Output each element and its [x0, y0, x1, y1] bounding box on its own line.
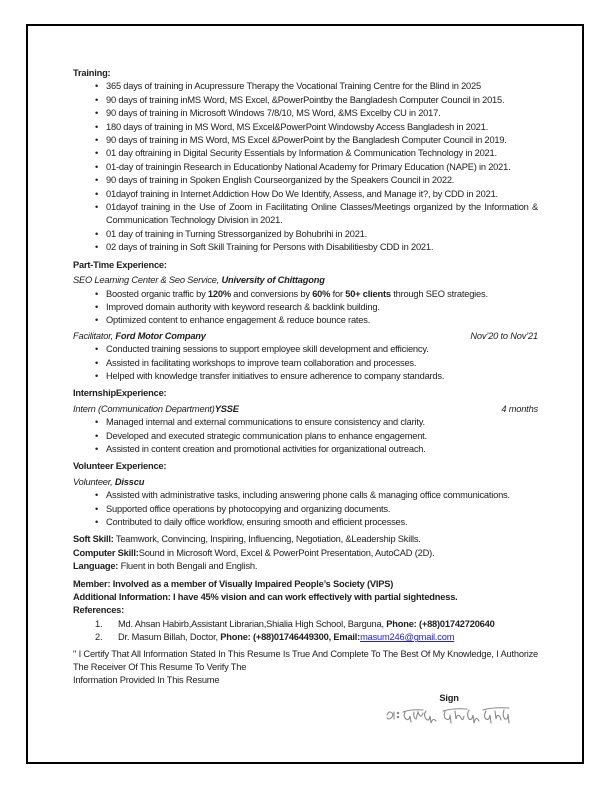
reference-number: 1. — [95, 618, 103, 629]
language-text: Fluent in both Bengali and English. — [118, 561, 258, 572]
section-heading-volunteer: Volunteer Experience: — [73, 461, 167, 472]
job-role-company — [73, 403, 239, 416]
reference-item — [73, 631, 538, 644]
resume-content — [73, 67, 538, 728]
job-role-company — [73, 274, 325, 287]
additional-info-line: Additional Information: I have 45% vision and can work effectively with partial sightedness. — [73, 592, 458, 603]
training-bullet: • 01 day oftraining in Digital Security Essentials by Information & Communication Technology in 2021. — [95, 147, 538, 160]
job-bullet: • Improved domain authority with keyword research & backlink building. — [95, 301, 538, 314]
job-bullet-list — [73, 288, 538, 328]
job-bullet: • Helped with knowledge transfer initiatives to ensure adherence to company standards. — [95, 370, 538, 383]
reference-text: Dr. Masum Billah, Doctor, Phone: (+88)01746449300, Email:masum246@gmail.com — [118, 632, 455, 643]
job-role-company — [73, 476, 144, 489]
training-bullet: • 02 days of training in Soft Skill Training for Persons with Disabilitiesby CDD in 2021. — [95, 241, 538, 254]
job-bullet: • Assisted in content creation and promotional activities for organizational outreach. — [95, 443, 538, 456]
soft-skill-text: Teamwork, Convincing, Inspiring, Influencing, Negotiation, &Leadership Skills. — [113, 534, 421, 545]
job-company: Disscu — [114, 476, 145, 487]
section-heading-training: Training: — [73, 68, 111, 78]
job-bullet: • Conducted training sessions to support employee skill development and efficiency. — [95, 343, 538, 356]
certification-statement-continued: Information Provided In This Resume — [73, 675, 220, 686]
computer-skill-label: Computer Skill: — [73, 547, 139, 558]
training-bullet: • 365 days of training in Acupressure Therapy the Vocational Training Centre for the Blind in 2025 — [95, 80, 538, 93]
job-bullet-list — [73, 343, 538, 383]
job-bullet-list — [73, 489, 538, 529]
job-bullet: • Supported office operations by photocopying and organizing documents. — [95, 503, 538, 516]
job-title-line — [73, 330, 538, 343]
job-role: Intern (Communication Department) — [73, 403, 215, 414]
training-bullet: • 90 days of training in Spoken English Courseorganized by the Speakers Council in 2022. — [95, 174, 538, 187]
soft-skill-line — [73, 533, 538, 546]
reference-text: Md. Ahsan Habirb,Assistant Librarian,Shialia High School, Barguna, Phone: (+88)01742720640 — [118, 618, 495, 629]
section-heading-references: References: — [73, 605, 125, 616]
training-bullet: • 01dayof training in Internet Addiction How Do We Identify, Assess, and Manage it?, by CDD in 2021. — [95, 188, 538, 201]
job-title-line — [73, 274, 538, 287]
training-bullet: • 90 days of training in Microsoft Windows 7/8/10, MS Word, &MS Excelby CU in 2017. — [95, 107, 538, 120]
job-role: SEO Learning Center & Seo Service, — [73, 275, 222, 286]
reference-number: 2. — [95, 632, 103, 643]
language-label: Language: — [73, 561, 119, 572]
training-bullet: • 01 day of training in Turning Stressorganized by Bohubrihi in 2021. — [95, 228, 538, 241]
job-title-line — [73, 476, 538, 489]
job-date: 4 months — [501, 403, 538, 414]
training-bullet: • 01dayof training in the Use of Zoom in Facilitating Online Classes/Meetings organized by the Information & Communication Technology Division in 2021. — [95, 201, 538, 228]
soft-skill-label: Soft Skill: — [73, 534, 114, 545]
language-line — [73, 560, 538, 573]
training-bullet: • 90 days of training inMS Word, MS Excel, &PowerPointby the Bangladesh Computer Council in 2015. — [95, 94, 538, 107]
job-role: Facilitator, — [73, 330, 116, 341]
member-line: Member: Involved as a member of Visually Impaired People’s Society (VIPS) — [73, 578, 394, 589]
training-bullet-list — [73, 80, 538, 254]
email-link[interactable]: masum246@gmail.com — [360, 632, 455, 643]
job-bullet-list — [73, 416, 538, 456]
sign-block — [374, 692, 524, 728]
reference-item — [73, 618, 538, 631]
section-heading-part-time: Part-Time Experience: — [73, 259, 167, 270]
job-date: Nov’20 to Nov’21 — [470, 330, 538, 341]
section-heading-internship: InternshipExperience: — [73, 388, 167, 399]
computer-skill-line — [73, 547, 538, 560]
job-company: YSSE — [214, 403, 239, 414]
reference-list — [73, 618, 538, 645]
training-bullet: • 90 days of training in MS Word, MS Excel &PowerPoint by the Bangladesh Computer Council in 2019. — [95, 134, 538, 147]
certification-statement: " I Certify That All Information Stated In This Resume Is True And Complete To The Best Of My Knowledge, I Authorize The Receiver Of This Resume To Verify The — [73, 648, 538, 673]
computer-skill-text: Sound in Microsoft Word, Excel & PowerPoint Presentation, AutoCAD (2D). — [138, 547, 435, 558]
job-title-line — [73, 403, 538, 416]
job-bullet: • Managed internal and external communications to ensure consistency and clarity. — [95, 416, 538, 429]
job-bullet: • Contributed to daily office workflow, ensuring smooth and efficient processes. — [95, 516, 538, 529]
job-role-company — [73, 330, 206, 343]
job-bullet: • Boosted organic traffic by 120% and conversions by 60% for 50+ clients through SEO strategies. — [95, 288, 538, 301]
sign-label: Sign — [439, 692, 459, 703]
training-bullet: • 01-day of trainingin Research in Educationby National Academy for Primary Education (NAPE) in 2021. — [95, 161, 538, 174]
job-company: University of Chittagong — [221, 275, 325, 286]
training-bullet: • 180 days of training in MS Word, MS Excel&PowerPoint Windowsby Access Bangladesh in 2021. — [95, 121, 538, 134]
job-bullet: • Optimized content to enhance engagement & reduce bounce rates. — [95, 314, 538, 327]
job-bullet: • Developed and executed strategic communication plans to enhance engagement. — [95, 430, 538, 443]
job-role: Volunteer, — [73, 476, 115, 487]
job-company: Ford Motor Company — [115, 330, 206, 341]
job-bullet: • Assisted with administrative tasks, including answering phone calls & managing office communications. — [95, 489, 538, 502]
job-bullet: • Assisted in facilitating workshops to improve team collaboration and processes. — [95, 357, 538, 370]
signature — [385, 706, 513, 728]
